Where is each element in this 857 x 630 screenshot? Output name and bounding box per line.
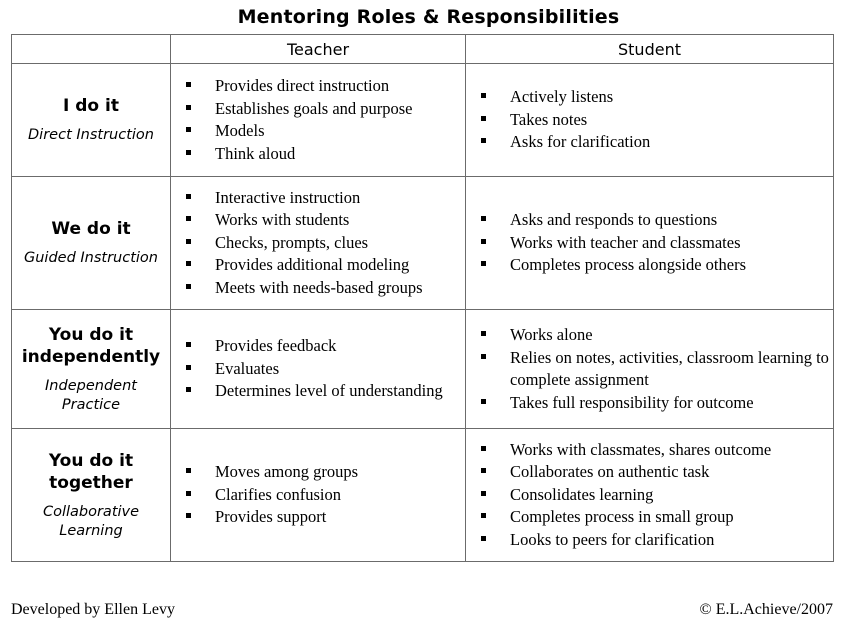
role-cell — [12, 177, 171, 310]
list-item: Establishes goals and purpose — [186, 98, 461, 121]
list-item: Asks for clarification — [481, 131, 829, 154]
list-item: Interactive instruction — [186, 187, 461, 210]
list-item: Takes full responsibility for outcome — [481, 392, 829, 415]
list-item: Think aloud — [186, 143, 461, 166]
teacher-cell — [171, 310, 466, 429]
role-subtitle: Direct Instruction — [28, 127, 154, 143]
role-name: We do it — [51, 219, 131, 239]
list-item: Relies on notes, activities, classroom learning to complete assignment — [481, 347, 829, 392]
list-item: Completes process alongside others — [481, 254, 829, 277]
table-header-row — [12, 35, 834, 64]
list-item: Works with classmates, shares outcome — [481, 439, 829, 462]
student-cell — [466, 177, 834, 310]
student-cell — [466, 429, 834, 562]
role-cell — [12, 429, 171, 562]
list-item: Works alone — [481, 324, 829, 347]
list-item: Actively listens — [481, 86, 829, 109]
student-list — [466, 209, 833, 277]
list-item: Works with teacher and classmates — [481, 232, 829, 255]
student-list — [466, 439, 833, 552]
list-item: Looks to peers for clarification — [481, 529, 829, 552]
list-item: Works with students — [186, 209, 461, 232]
table-row — [12, 64, 834, 177]
list-item: Provides support — [186, 506, 461, 529]
list-item: Takes notes — [481, 109, 829, 132]
list-item: Evaluates — [186, 358, 461, 381]
student-list — [466, 86, 833, 154]
teacher-list — [171, 75, 465, 165]
teacher-cell — [171, 64, 466, 177]
list-item: Consolidates learning — [481, 484, 829, 507]
list-item: Models — [186, 120, 461, 143]
list-item: Asks and responds to questions — [481, 209, 829, 232]
table-row — [12, 429, 834, 562]
table-row — [12, 177, 834, 310]
table-row — [12, 310, 834, 429]
list-item: Determines level of understanding — [186, 380, 461, 403]
teacher-cell — [171, 177, 466, 310]
role-subtitle: Guided Instruction — [24, 250, 158, 266]
list-item: Moves among groups — [186, 461, 461, 484]
teacher-list — [171, 335, 465, 403]
teacher-list — [171, 461, 465, 529]
student-cell — [466, 310, 834, 429]
student-list — [466, 324, 833, 414]
list-item: Clarifies confusion — [186, 484, 461, 507]
student-cell — [466, 64, 834, 177]
role-name: You do it independently — [21, 324, 161, 367]
list-item: Checks, prompts, clues — [186, 232, 461, 255]
list-item: Collaborates on authentic task — [481, 461, 829, 484]
role-name: You do it together — [48, 450, 134, 493]
list-item: Provides additional modeling — [186, 254, 461, 277]
role-cell — [12, 64, 171, 177]
roles-table — [11, 34, 834, 562]
teacher-column-header: Teacher — [171, 35, 466, 64]
teacher-list — [171, 187, 465, 300]
footer-author: Developed by Ellen Levy — [11, 601, 175, 618]
document-title: Mentoring Roles & Responsibilities — [237, 6, 620, 28]
role-name: I do it — [63, 96, 119, 116]
role-cell — [12, 310, 171, 429]
list-item: Meets with needs-based groups — [186, 277, 461, 300]
role-subtitle: Independent Practice — [45, 377, 137, 413]
empty-header-cell — [12, 35, 171, 64]
list-item: Provides feedback — [186, 335, 461, 358]
list-item: Completes process in small group — [481, 506, 829, 529]
list-item: Provides direct instruction — [186, 75, 461, 98]
role-subtitle: Collaborative Learning — [42, 503, 140, 539]
teacher-cell — [171, 429, 466, 562]
footer-copyright: © E.L.Achieve/2007 — [699, 601, 833, 618]
student-column-header: Student — [466, 35, 834, 64]
